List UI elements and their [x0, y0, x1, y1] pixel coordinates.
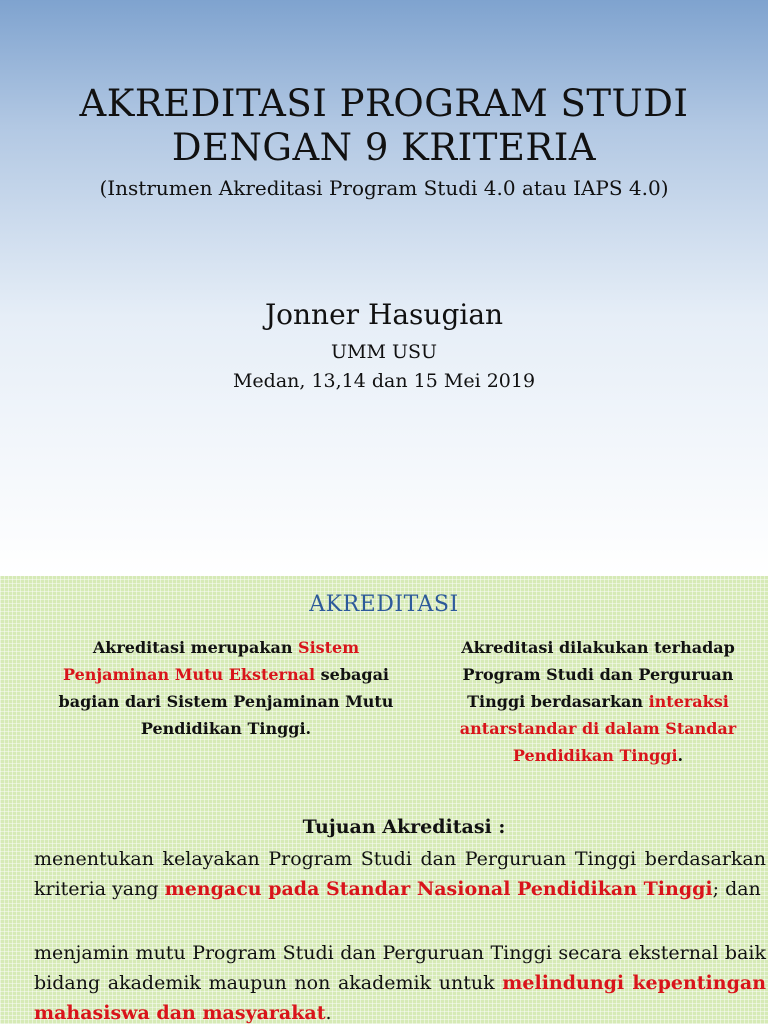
left-text-1: Akreditasi merupakan [92, 638, 299, 657]
para1-text-1: menentukan kelayakan Program Studi dan Perguruan Tinggi berdasarkan kriteria yang [34, 848, 766, 900]
left-text-3: sebagai bagian dari Sistem Penjaminan Mutu Pendidikan Tinggi. [58, 665, 394, 738]
slide-subtitle: (Instrumen Akreditasi Program Studi 4.0 atau IAPS 4.0) [99, 176, 669, 200]
section-title: AKREDITASI [309, 592, 459, 617]
slide-title-heading [0, 82, 768, 170]
right-text-3: . [677, 746, 684, 765]
event-date: Medan, 13,14 dan 15 Mei 2019 [232, 370, 536, 392]
para2-text-3: . [325, 1002, 332, 1024]
goal-paragraph-1 [34, 844, 766, 904]
para2-text-1: menjamin mutu Program Studi dan Perguruan Tinggi secara eksternal baik bidang akademik maupun non akademik untuk [34, 942, 766, 994]
para1-text-3: ; dan [712, 878, 761, 900]
title-line-2: DENGAN 9 KRITERIA [171, 126, 597, 169]
organization: UMM USU [330, 341, 437, 363]
slide-akreditasi [0, 576, 768, 1024]
para1-highlight: mengacu pada Standar Nasional Pendidikan Tinggi [164, 878, 713, 900]
goal-paragraph-2 [34, 938, 766, 1028]
definition-right [438, 634, 758, 769]
author-name: Jonner Hasugian [264, 298, 504, 331]
right-highlight: interaksi antarstandar di dalam Standar Pendidikan Tinggi [459, 692, 737, 765]
definition-left [40, 634, 412, 742]
title-line-1: AKREDITASI PROGRAM STUDI [79, 82, 689, 125]
goals-heading: Tujuan Akreditasi : [302, 816, 506, 838]
left-highlight: Sistem Penjaminan Mutu Eksternal [62, 638, 360, 684]
para2-highlight: melindungi kepentingan mahasiswa dan masyarakat [34, 972, 767, 1024]
right-text-1: Akreditasi dilakukan terhadap Program Studi dan Perguruan Tinggi berdasarkan [461, 638, 735, 711]
